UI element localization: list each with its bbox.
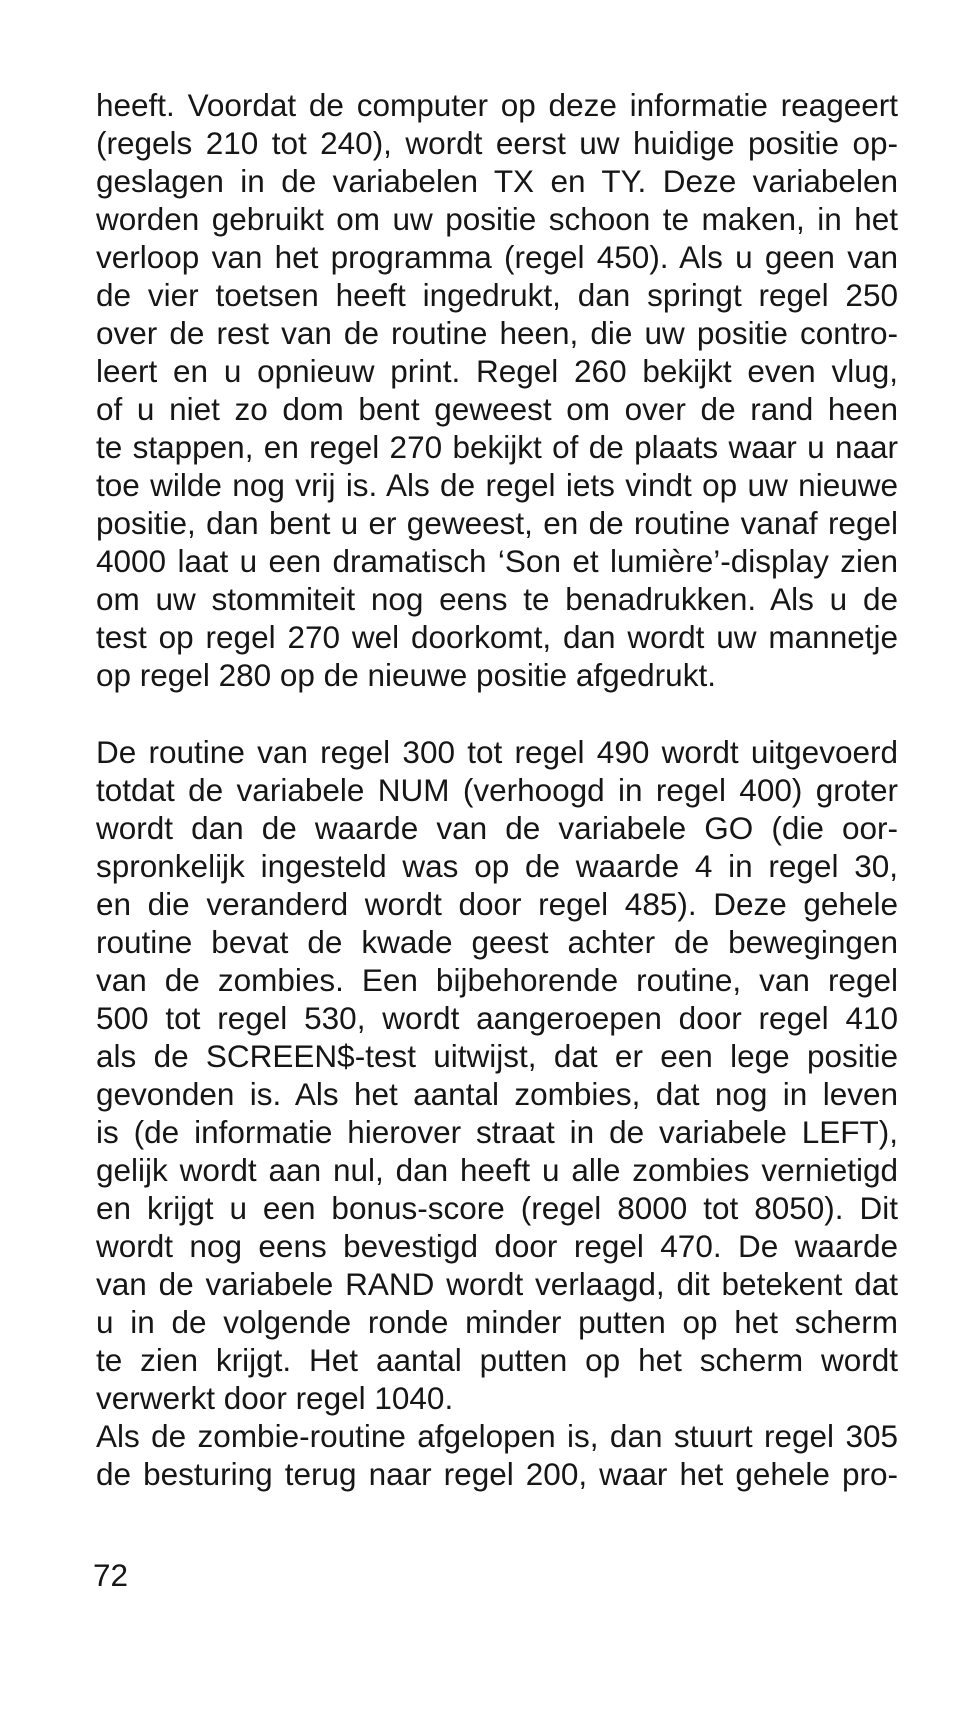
paragraph-line: de besturing terug naar regel 200, waar het gehele pro-: [96, 1456, 898, 1492]
paragraph-line: te stappen, en regel 270 bekijkt of de plaats waar u naar: [96, 429, 898, 465]
paragraph-line: van de variabele RAND wordt verlaagd, dit betekent dat: [96, 1266, 898, 1302]
paragraph-line: gelijk wordt aan nul, dan heeft u alle zombies vernietigd: [96, 1152, 898, 1188]
paragraph-line: heeft. Voordat de computer op deze informatie reageert: [96, 87, 898, 123]
paragraph-line: spronkelijk ingesteld was op de waarde 4 in regel 30,: [96, 848, 898, 884]
paragraph-line: over de rest van de routine heen, die uw positie contro-: [96, 315, 898, 351]
paragraph-line: toe wilde nog vrij is. Als de regel iets vindt op uw nieuwe: [96, 467, 898, 503]
paragraph-line: verloop van het programma (regel 450). Als u geen van: [96, 239, 898, 275]
paragraph-line: op regel 280 op de nieuwe positie afgedrukt.: [96, 657, 716, 693]
paragraph-line: de vier toetsen heeft ingedrukt, dan springt regel 250: [96, 277, 898, 313]
paragraph-line: verwerkt door regel 1040.: [96, 1380, 454, 1416]
page-number: 72: [93, 1557, 129, 1593]
paragraph-1: [96, 86, 898, 694]
paragraph-line: u in de volgende ronde minder putten op het scherm: [96, 1304, 898, 1340]
paragraph-line: 500 tot regel 530, wordt aangeroepen door regel 410: [96, 1000, 898, 1036]
paragraph-line: positie, dan bent u er geweest, en de routine vanaf regel: [96, 505, 898, 541]
paragraph-line: worden gebruikt om uw positie schoon te maken, in het: [96, 201, 898, 237]
paragraph-line: routine bevat de kwade geest achter de bewegingen: [96, 924, 898, 960]
paragraph-line: en die veranderd wordt door regel 485). Deze gehele: [96, 886, 898, 922]
paragraph-line: test op regel 270 wel doorkomt, dan wordt uw mannetje: [96, 619, 898, 655]
paragraph-line: is (de informatie hierover straat in de variabele LEFT),: [96, 1114, 898, 1150]
paragraph-line: 4000 laat u een dramatisch ‘Son et lumière’-display zien: [96, 543, 898, 579]
paragraph-line: Als de zombie-routine afgelopen is, dan stuurt regel 305: [96, 1418, 898, 1454]
paragraph-line: geslagen in de variabelen TX en TY. Deze variabelen: [96, 163, 898, 199]
paragraph-line: om uw stommiteit nog eens te benadrukken. Als u de: [96, 581, 898, 617]
paragraph-line: (regels 210 tot 240), wordt eerst uw huidige positie op-: [96, 125, 898, 161]
paragraph-line: en krijgt u een bonus-score (regel 8000 tot 8050). Dit: [96, 1190, 898, 1226]
paragraph-line: als de SCREEN$-test uitwijst, dat er een lege positie: [96, 1038, 898, 1074]
paragraph-line: te zien krijgt. Het aantal putten op het scherm wordt: [96, 1342, 898, 1378]
paragraph-line: De routine van regel 300 tot regel 490 wordt uitgevoerd: [96, 734, 898, 770]
paragraph-line: wordt nog eens bevestigd door regel 470. De waarde: [96, 1228, 898, 1264]
paragraph-line: van de zombies. Een bijbehorende routine, van regel: [96, 962, 898, 998]
paragraph-line: of u niet zo dom bent geweest om over de rand heen: [96, 391, 898, 427]
paragraph-2: [96, 733, 898, 1493]
paragraph-line: gevonden is. Als het aantal zombies, dat nog in leven: [96, 1076, 898, 1112]
paragraph-line: leert en u opnieuw print. Regel 260 bekijkt even vlug,: [96, 353, 898, 389]
paragraph-line: wordt dan de waarde van de variabele GO (die oor-: [96, 810, 898, 846]
paragraph-line: totdat de variabele NUM (verhoogd in regel 400) groter: [96, 772, 898, 808]
